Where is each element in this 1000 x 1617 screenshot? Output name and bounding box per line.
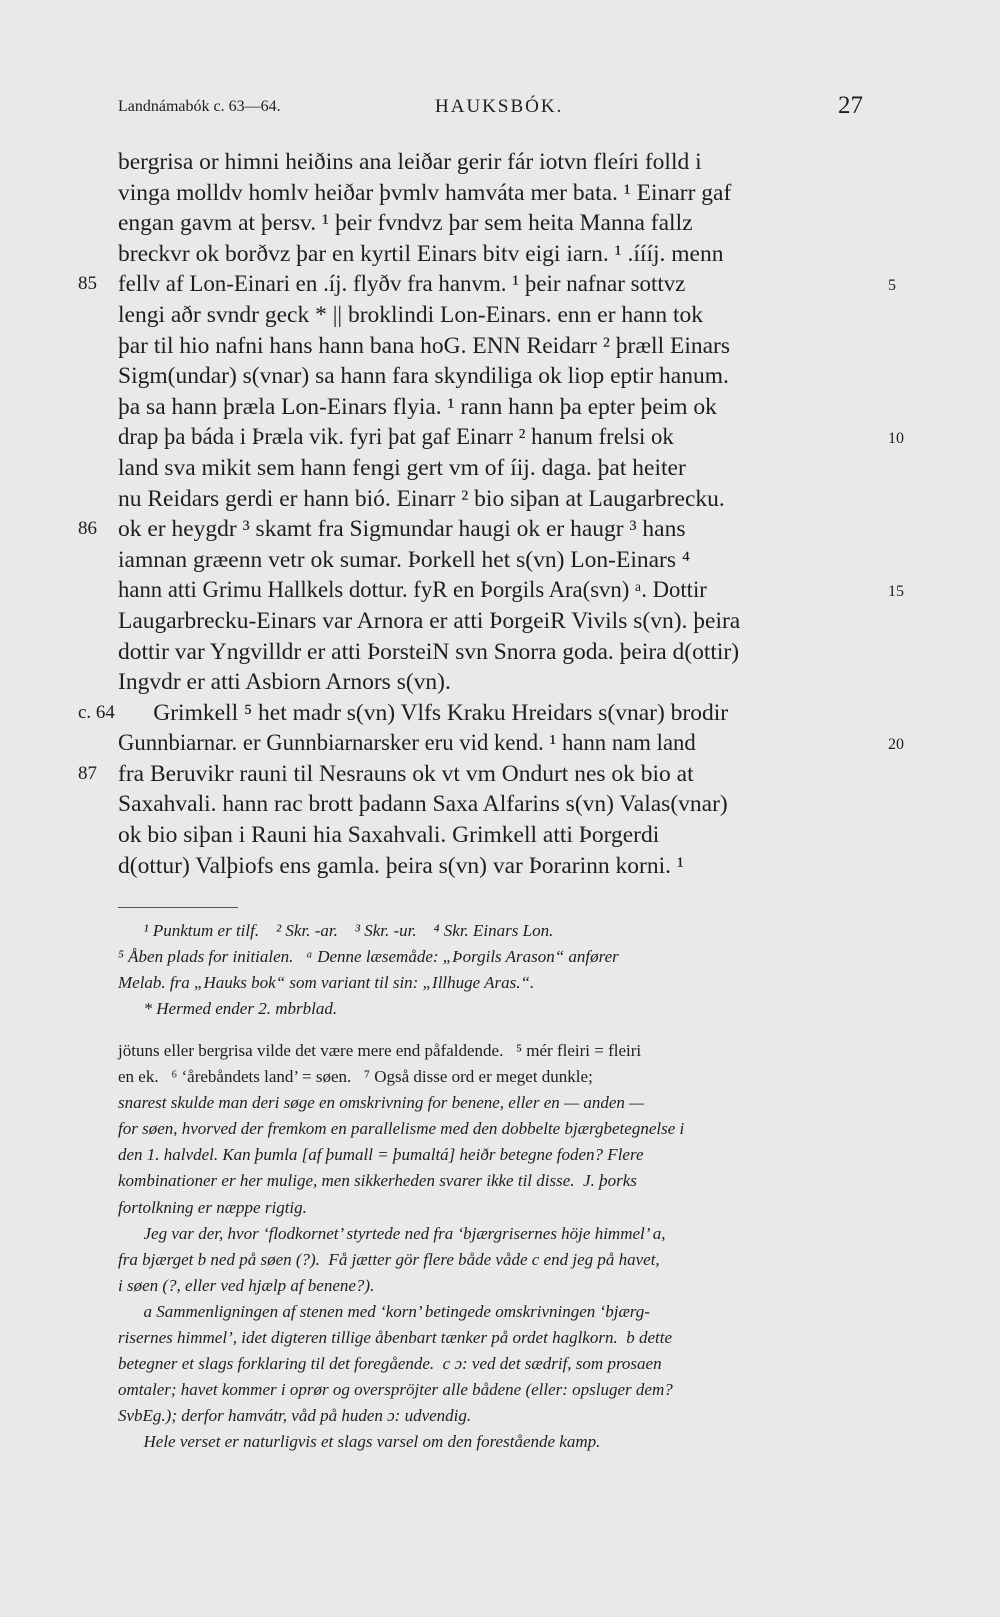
commentary-line: betegner et slags forklaring til det foregående. c ɔ: ved det sædrif, som prosaen [118,1354,662,1374]
left-margin-number: c. 64 [78,701,115,723]
line-number: 15 [888,583,904,601]
line-text: dottir var Yngvilldr er atti ÞorsteiN svn Snorra goda. þeira d(ottir) [118,638,740,665]
footnote-line: ⁵ Åben plads for initialen. ᵃ Denne læsemåde: „Þorgils Arason“ anfører [118,947,619,966]
header-section-ref: Landnámabók c. 63—64. [118,98,281,115]
page-number: 27 [838,92,863,119]
text-line [118,637,878,668]
footnotes [118,918,878,1022]
text-line [118,208,878,239]
line-text: Saxahvali. hann rac brott þadann Saxa Alfarins s(vn) Valas(vnar) [118,791,728,818]
line-text: Grimkell ⁵ het madr s(vn) Vlfs Kraku Hreidars s(vnar) brodir [118,699,729,726]
line-text: Sigm(undar) s(vnar) sa hann fara skyndiliga ok liop eptir hanum. [118,363,729,390]
main-text [78,147,904,881]
left-margin-number: 87 [78,762,97,784]
text-line [118,300,878,331]
text-line [118,575,904,606]
line-text: ok er heygdr ³ skamt fra Sigmundar haugi ok er haugr ³ hans [118,516,686,543]
text-line [118,361,878,392]
line-number: 20 [888,736,904,754]
text-line [118,453,878,484]
line-text: nu Reidars gerdi er hann bió. Einarr ² bio siþan at Laugarbrecku. [118,485,725,512]
text-line [78,269,896,300]
line-text: hann atti Grimu Hallkels dottur. fyR en Þorgils Ara(svn) ᵃ. Dottir [118,577,707,603]
line-text: land sva mikit sem hann fengi gert vm of íij. daga. þat heiter [118,454,686,481]
commentary-line: den 1. halvdel. Kan þumla [af þumall = þumaltá] heiðr betegne foden? Flere [118,1145,644,1165]
text-line [118,667,878,698]
commentary-line: fortolkning er næppe rigtig. [118,1197,307,1217]
line-text: d(ottur) Valþiofs ens gamla. þeira s(vn) var Þorarinn korni. ¹ [118,852,684,879]
line-text: þa sa hann þræla Lon-Einars flyia. ¹ rann hann þa epter þeim ok [118,393,717,420]
text-line [118,331,878,362]
commentary-line: for søen, hvorved der fremkom en parallelisme med den dobbelte bjærgbetegnelse i [118,1119,685,1139]
line-text: breckvr ok borðvz þar en kyrtil Einars bitv eigi iarn. ¹ .íííj. menn [118,240,724,267]
text-line [118,789,878,820]
commentary-line: jötuns eller bergrisa vilde det være mere end påfaldende. ⁵ mér fleiri = fleiri [118,1041,642,1060]
left-margin-number: 85 [78,273,97,295]
line-text: vinga molldv homlv heiðar þvmlv hamváta mer bata. ¹ Einarr gaf [118,179,732,206]
running-header [0,92,1000,122]
text-line [78,698,878,729]
line-text: drap þa báda i Þræla vik. fyri þat gaf Einarr ² hanum frelsi ok [118,424,674,450]
commentary [118,1038,878,1456]
footnote-line: * Hermed ender 2. mbrblad. [118,999,338,1018]
line-text: þar til hio nafni hans hann bana hoG. ENN Reidarr ² þræll Einars [118,332,731,359]
text-line [118,484,878,515]
commentary-line: SvbEg.); derfor hamvátr, våd på huden ɔ: udvendig. [118,1406,472,1426]
line-text: Gunnbiarnar. er Gunnbiarnarsker eru vid kend. ¹ hann nam land [118,730,696,756]
commentary-line: en ek. ⁶ ‘årebåndets land’ = søen. ⁷ Også disse ord er meget dunkle; [118,1067,593,1087]
footnote-line: ¹ Punktum er tilf. ² Skr. -ar. ³ Skr. -ur. ⁴ Skr. Einars Lon. [118,921,554,940]
text-line [118,820,878,851]
line-text: ok bio siþan i Rauni hia Saxahvali. Grimkell atti Þorgerdi [118,822,660,849]
text-line [118,392,878,423]
line-text: lengi aðr svndr geck * || broklindi Lon-Einars. enn er hann tok [118,301,704,328]
text-line [118,851,878,882]
line-text: iamnan græenn vetr ok sumar. Þorkell het s(vn) Lon-Einars ⁴ [118,546,691,573]
commentary-line: Hele verset er naturligvis et slags varsel om den forestående kamp. [118,1432,601,1452]
line-text: fellv af Lon-Einari en .íj. flyðv fra hanvm. ¹ þeir nafnar sottvz [118,271,686,297]
header-title: HAUKSBÓK. [435,96,564,117]
footnote-line: Melab. fra „Hauks bok“ som variant til sin: „Illhuge Aras.“. [118,973,535,992]
text-line [78,759,878,790]
text-line [78,514,878,545]
commentary-line: omtaler; havet kommer i oprør og overspröjter alle bådene (eller: opsluger dem? [118,1380,673,1400]
line-text: Ingvdr er atti Asbiorn Arnors s(vn). [118,669,451,696]
commentary-line: snarest skulde man deri søge en omskrivning for benene, eller en — anden — [118,1093,645,1113]
text-line [118,178,878,209]
left-margin-number: 86 [78,518,97,540]
line-text: fra Beruvikr rauni til Nesrauns ok vt vm Ondurt nes ok bio at [118,760,694,787]
commentary-line: Jeg var der, hvor ‘flodkornet’ styrtede ned fra ‘bjærgrisernes höje himmel’ a, [118,1223,666,1243]
line-number: 10 [888,430,904,448]
text-line [118,422,904,453]
commentary-line: fra bjærget b ned på søen (?). Få jætter gör flere både våde c end jeg på havet, [118,1249,660,1269]
text-line [118,147,878,178]
text-line [118,239,878,270]
line-number: 5 [888,277,896,295]
footnote-rule [118,907,238,908]
text-line [118,606,878,637]
text-line [118,545,878,576]
line-text: Laugarbrecku-Einars var Arnora er atti ÞorgeiR Vivils s(vn). þeira [118,607,741,634]
text-line [118,728,904,759]
commentary-line: risernes himmel’, idet digteren tillige åbenbart tænker på ordet haglkorn. b dette [118,1328,672,1348]
line-text: bergrisa or himni heiðins ana leiðar gerir fár iotvn fleíri folld i [118,149,702,175]
commentary-line: a Sammenligningen af stenen med ‘korn’ betingede omskrivningen ‘bjærg- [118,1301,650,1321]
commentary-line: kombinationer er her mulige, men sikkerheden svarer ikke til disse. J. þorks [118,1171,637,1191]
line-text: engan gavm at þersv. ¹ þeir fvndvz þar sem heita Manna fallz [118,210,693,237]
commentary-line: i søen (?, eller ved hjælp af benene?). [118,1275,375,1295]
